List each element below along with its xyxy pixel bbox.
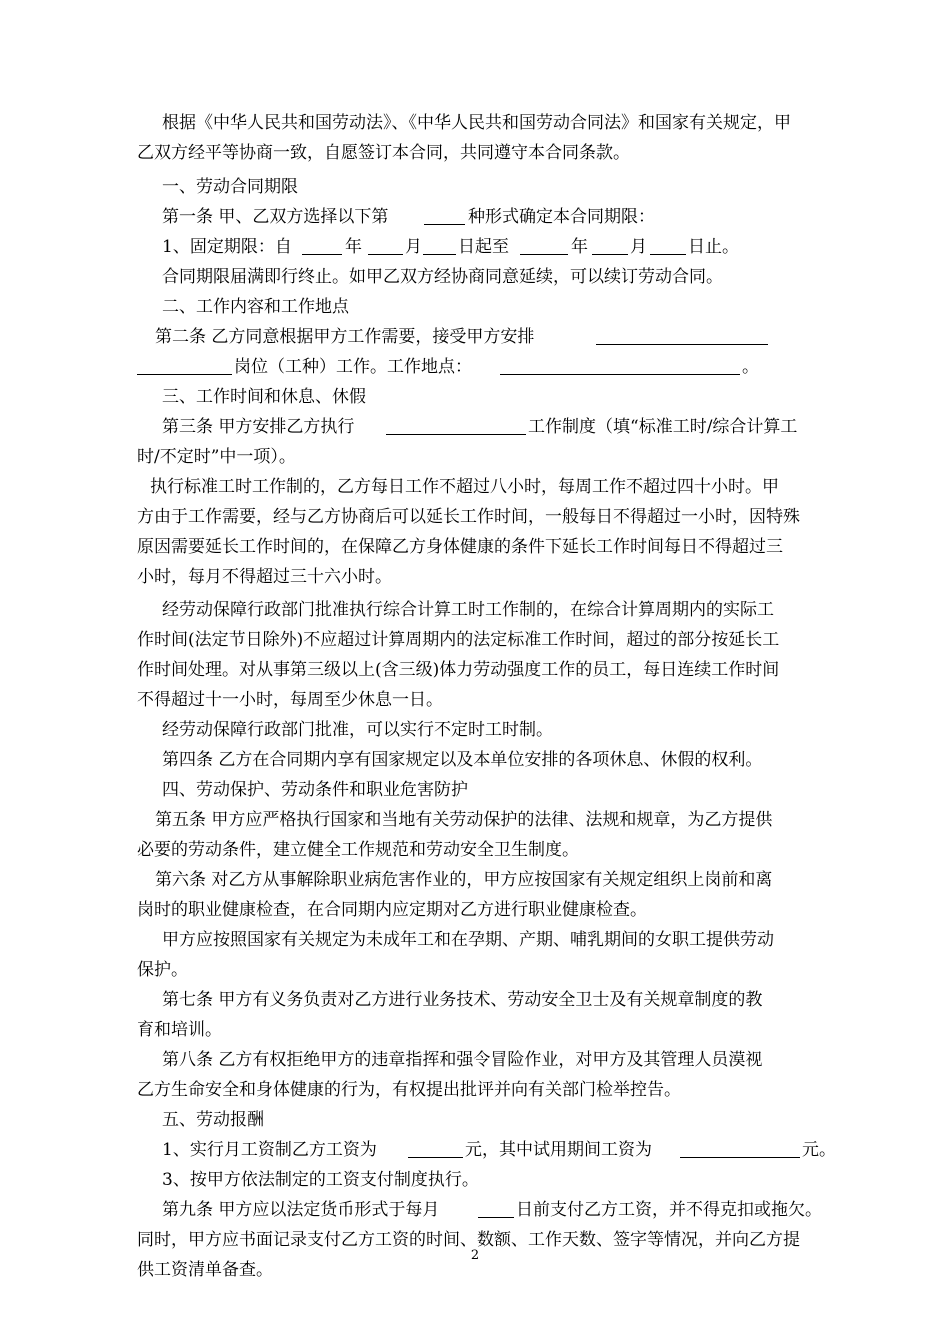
text-segment: 五、劳动报酬 [162, 1110, 264, 1130]
text-line [0, 352, 950, 382]
text-segment: 第九条 甲方应以法定货币形式于每月 [162, 1200, 440, 1220]
text-line [0, 292, 950, 322]
text-segment: 第三条 甲方安排乙方执行 [162, 417, 355, 437]
text-segment: 第八条 乙方有权拒绝甲方的违章指挥和强令冒险作业，对甲方及其管理人员漠视 [162, 1050, 763, 1070]
text-line [0, 775, 950, 805]
text-line [0, 172, 950, 202]
fill-in-blank [424, 224, 465, 225]
text-line [0, 625, 950, 655]
text-segment: 小时，每月不得超过三十六小时。 [137, 567, 392, 587]
text-segment: 岗位（工种）工作。工作地点： [234, 357, 472, 377]
text-line [0, 322, 950, 352]
text-segment: 第六条 对乙方从事解除职业病危害作业的，甲方应按国家有关规定组织上岗前和离 [155, 870, 773, 890]
text-segment: 作时间(法定节日除外)不应超过计算周期内的法定标准工作时间，超过的部分按延长工 [137, 630, 780, 650]
text-line [0, 685, 950, 715]
text-segment: 1、实行月工资制乙方工资为 [162, 1140, 377, 1160]
text-segment: 作时间处理。对从事第三级以上(含三级)体力劳动强度工作的员工，每日连续工作时间 [137, 660, 780, 680]
fill-in-blank [137, 374, 232, 375]
text-segment: 第五条 甲方应严格执行国家和当地有关劳动保护的法律、法规和规章，为乙方提供 [155, 810, 773, 830]
text-line [0, 1045, 950, 1075]
text-line [0, 655, 950, 685]
text-line [0, 472, 950, 502]
text-segment: 三、工作时间和休息、休假 [162, 387, 366, 407]
text-line [0, 865, 950, 895]
text-line [0, 1105, 950, 1135]
fill-in-blank [478, 1217, 514, 1218]
text-segment: 岗时的职业健康检查，在合同期内应定期对乙方进行职业健康检查。 [137, 900, 647, 920]
text-segment: 供工资清单备查。 [137, 1260, 273, 1280]
text-segment: 原因需要延长工作时间的，在保障乙方身体健康的条件下延长工作时间每日不得超过三 [137, 537, 783, 557]
text-segment: 甲方应按照国家有关规定为未成年工和在孕期、产期、哺乳期间的女职工提供劳动 [162, 930, 774, 950]
text-segment: 根据《中华人民共和国劳动法》、《中华人民共和国劳动合同法》和国家有关规定，甲 [162, 113, 791, 133]
text-segment: 保护。 [137, 960, 188, 980]
text-segment: 年 [571, 237, 588, 257]
text-segment: 3、按甲方依法制定的工资支付制度执行。 [162, 1170, 479, 1190]
text-segment: 种形式确定本合同期限： [468, 207, 655, 227]
text-segment: 第二条 乙方同意根据甲方工作需要，接受甲方安排 [155, 327, 535, 347]
text-line [0, 442, 950, 472]
text-line [0, 1135, 950, 1165]
text-segment: 四、劳动保护、劳动条件和职业危害防护 [162, 780, 468, 800]
text-segment: 必要的劳动条件，建立健全工作规范和劳动安全卫生制度。 [137, 840, 579, 860]
fill-in-blank [596, 344, 768, 345]
text-segment: 育和培训。 [137, 1020, 222, 1040]
fill-in-blank [650, 254, 686, 255]
fill-in-blank [423, 254, 456, 255]
text-line [0, 805, 950, 835]
text-line [0, 1075, 950, 1105]
text-line [0, 985, 950, 1015]
text-segment: 月 [405, 237, 422, 257]
fill-in-blank [368, 254, 403, 255]
text-line [0, 412, 950, 442]
text-segment: 第四条 乙方在合同期内享有国家规定以及本单位安排的各项休息、休假的权利。 [162, 750, 763, 770]
text-segment: 1、固定期限：自 [162, 237, 292, 257]
text-segment: 第七条 甲方有义务负责对乙方进行业务技术、劳动安全卫士及有关规章制度的教 [162, 990, 763, 1010]
text-segment: 日前支付乙方工资，并不得克扣或拖欠。 [516, 1200, 822, 1220]
text-line [0, 1195, 950, 1225]
text-segment: 不得超过十一小时，每周至少休息一日。 [137, 690, 443, 710]
text-segment: 年 [345, 237, 362, 257]
text-line [0, 745, 950, 775]
text-line [0, 835, 950, 865]
text-segment: 工作制度（填“标准工时/综合计算工 [528, 417, 798, 437]
text-line [0, 1015, 950, 1045]
text-line [0, 595, 950, 625]
text-segment: 经劳动保障行政部门批准执行综合计算工时工作制的，在综合计算周期内的实际工 [162, 600, 774, 620]
text-segment: 同时，甲方应书面记录支付乙方工资的时间、数额、工作天数、签字等情况，并向乙方提 [137, 1230, 800, 1250]
fill-in-blank [386, 434, 526, 435]
text-line [0, 202, 950, 232]
text-line [0, 138, 950, 168]
text-line [0, 262, 950, 292]
text-segment: 第一条 甲、乙双方选择以下第 [162, 207, 389, 227]
text-segment: 月 [630, 237, 647, 257]
fill-in-blank [500, 374, 740, 375]
text-segment: 合同期限届满即行终止。如甲乙双方经协商同意延续，可以续订劳动合同。 [162, 267, 723, 287]
text-segment: 方由于工作需要，经与乙方协商后可以延长工作时间，一般每日不得超过一小时，因特殊 [137, 507, 800, 527]
text-line [0, 382, 950, 412]
fill-in-blank [520, 254, 568, 255]
text-segment: 执行标准工时工作制的，乙方每日工作不超过八小时，每周工作不超过四十小时。甲 [150, 477, 779, 497]
text-line [0, 955, 950, 985]
text-segment: 经劳动保障行政部门批准，可以实行不定时工时制。 [162, 720, 553, 740]
fill-in-blank [408, 1157, 463, 1158]
text-line [0, 562, 950, 592]
text-segment: 一、劳动合同期限 [162, 177, 298, 197]
page-number: 2 [470, 1248, 480, 1263]
text-segment: 日起至 [458, 237, 509, 257]
text-segment: 乙双方经平等协商一致，自愿签订本合同，共同遵守本合同条款。 [137, 143, 630, 163]
text-segment: 元。 [802, 1140, 836, 1160]
fill-in-blank [680, 1157, 800, 1158]
text-segment: 元，其中试用期间工资为 [465, 1140, 652, 1160]
fill-in-blank [302, 254, 342, 255]
fill-in-blank [592, 254, 628, 255]
text-line [0, 108, 950, 138]
text-segment: 日止。 [688, 237, 739, 257]
text-line [0, 1165, 950, 1195]
text-segment: 二、工作内容和工作地点 [162, 297, 349, 317]
text-line [0, 895, 950, 925]
text-line [0, 925, 950, 955]
text-line [0, 532, 950, 562]
text-segment: 乙方生命安全和身体健康的行为，有权提出批评并向有关部门检举控告。 [137, 1080, 681, 1100]
text-segment: 时/不定时”中一项）。 [137, 447, 296, 467]
text-segment: 。 [742, 357, 759, 377]
text-line [0, 502, 950, 532]
text-line [0, 715, 950, 745]
text-line [0, 232, 950, 262]
